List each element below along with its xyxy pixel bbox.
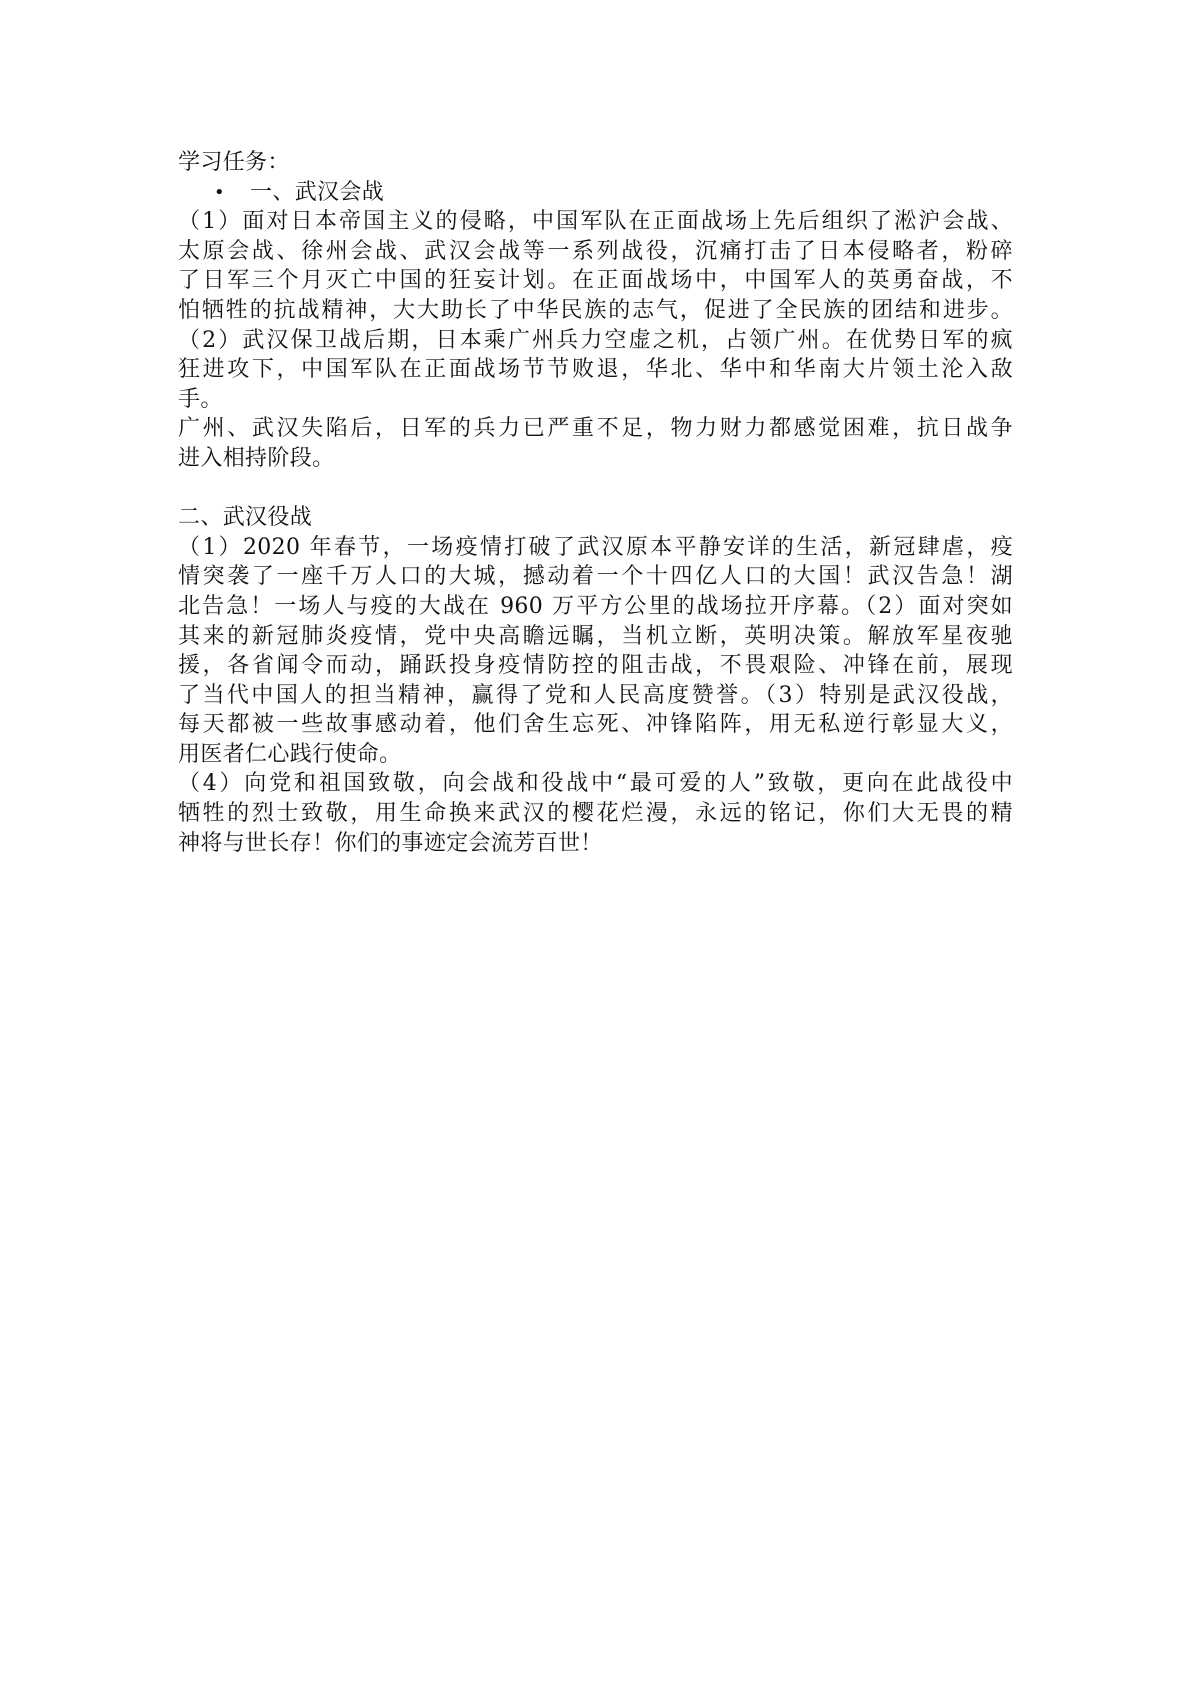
paragraph-line: 援，各省闻令而动，踊跃投身疫情防控的阻击战，不畏艰险、冲锋在前，展现 [178,653,1013,679]
section2-title: 二、武汉役战 [178,505,313,531]
paragraph-line: （2）武汉保卫战后期，日本乘广州兵力空虚之机，占领广州。在优势日军的疯 [178,327,1013,353]
paragraph-line: 广州、武汉失陷后，日军的兵力已严重不足，物力财力都感觉困难，抗日战争 [178,416,1013,442]
section1-title: 一、武汉会战 [250,179,385,205]
paragraph-line: （4）向党和祖国致敬，向会战和役战中“最可爱的人”致敬，更向在此战役中 [178,771,1013,797]
paragraph-line: 每天都被一些故事感动着，他们舍生忘死、冲锋陷阵，用无私逆行彰显大义， [178,712,1013,738]
paragraph-line: 用医者仁心践行使命。 [178,741,402,767]
paragraph-line: （1）面对日本帝国主义的侵略，中国军队在正面战场上先后组织了淞沪会战、 [178,209,1013,235]
section1-heading [178,178,1013,208]
paragraph-line: 牺牲的烈士致敬，用生命换来武汉的樱花烂漫，永远的铭记，你们大无畏的精 [178,801,1013,827]
paragraph-line: 怕牺牲的抗战精神，大大助长了中华民族的志气，促进了全民族的团结和进步。 [178,297,1013,323]
section1-body [178,207,1013,473]
paragraph-line: 神将与世长存！你们的事迹定会流芳百世！ [178,830,603,856]
paragraph-line: （1）2020 年春节，一场疫情打破了武汉原本平静安详的生活，新冠肆虐，疫 [178,534,1013,560]
section2-body [178,533,1013,859]
page-heading: 学习任务： [178,150,290,175]
paragraph-line: 其来的新冠肺炎疫情，党中央高瞻远瞩，当机立断，英明决策。解放军星夜驰 [178,623,1013,649]
paragraph-line: 手。 [178,386,223,412]
paragraph-line: 了当代中国人的担当精神，赢得了党和人民高度赞誉。（3）特别是武汉役战， [178,682,1013,708]
document-page [178,148,1013,858]
paragraph-line: 了日军三个月灭亡中国的狂妄计划。在正面战场中，中国军人的英勇奋战，不 [178,268,1013,294]
bullet-icon: • [214,181,225,203]
paragraph-line: 北告急！一场人与疫的大战在 960 万平方公里的战场拉开序幕。（2）面对突如 [178,593,1013,619]
paragraph-line: 情突袭了一座千万人口的大城，撼动着一个十四亿人口的大国！武汉告急！湖 [178,564,1013,590]
paragraph-line: 狂进攻下，中国军队在正面战场节节败退，华北、华中和华南大片领土沦入敌 [178,357,1013,383]
paragraph-line: 太原会战、徐州会战、武汉会战等一系列战役，沉痛打击了日本侵略者，粉碎 [178,238,1013,264]
section-spacer [178,474,1013,504]
paragraph-line: 进入相持阶段。 [178,445,335,471]
